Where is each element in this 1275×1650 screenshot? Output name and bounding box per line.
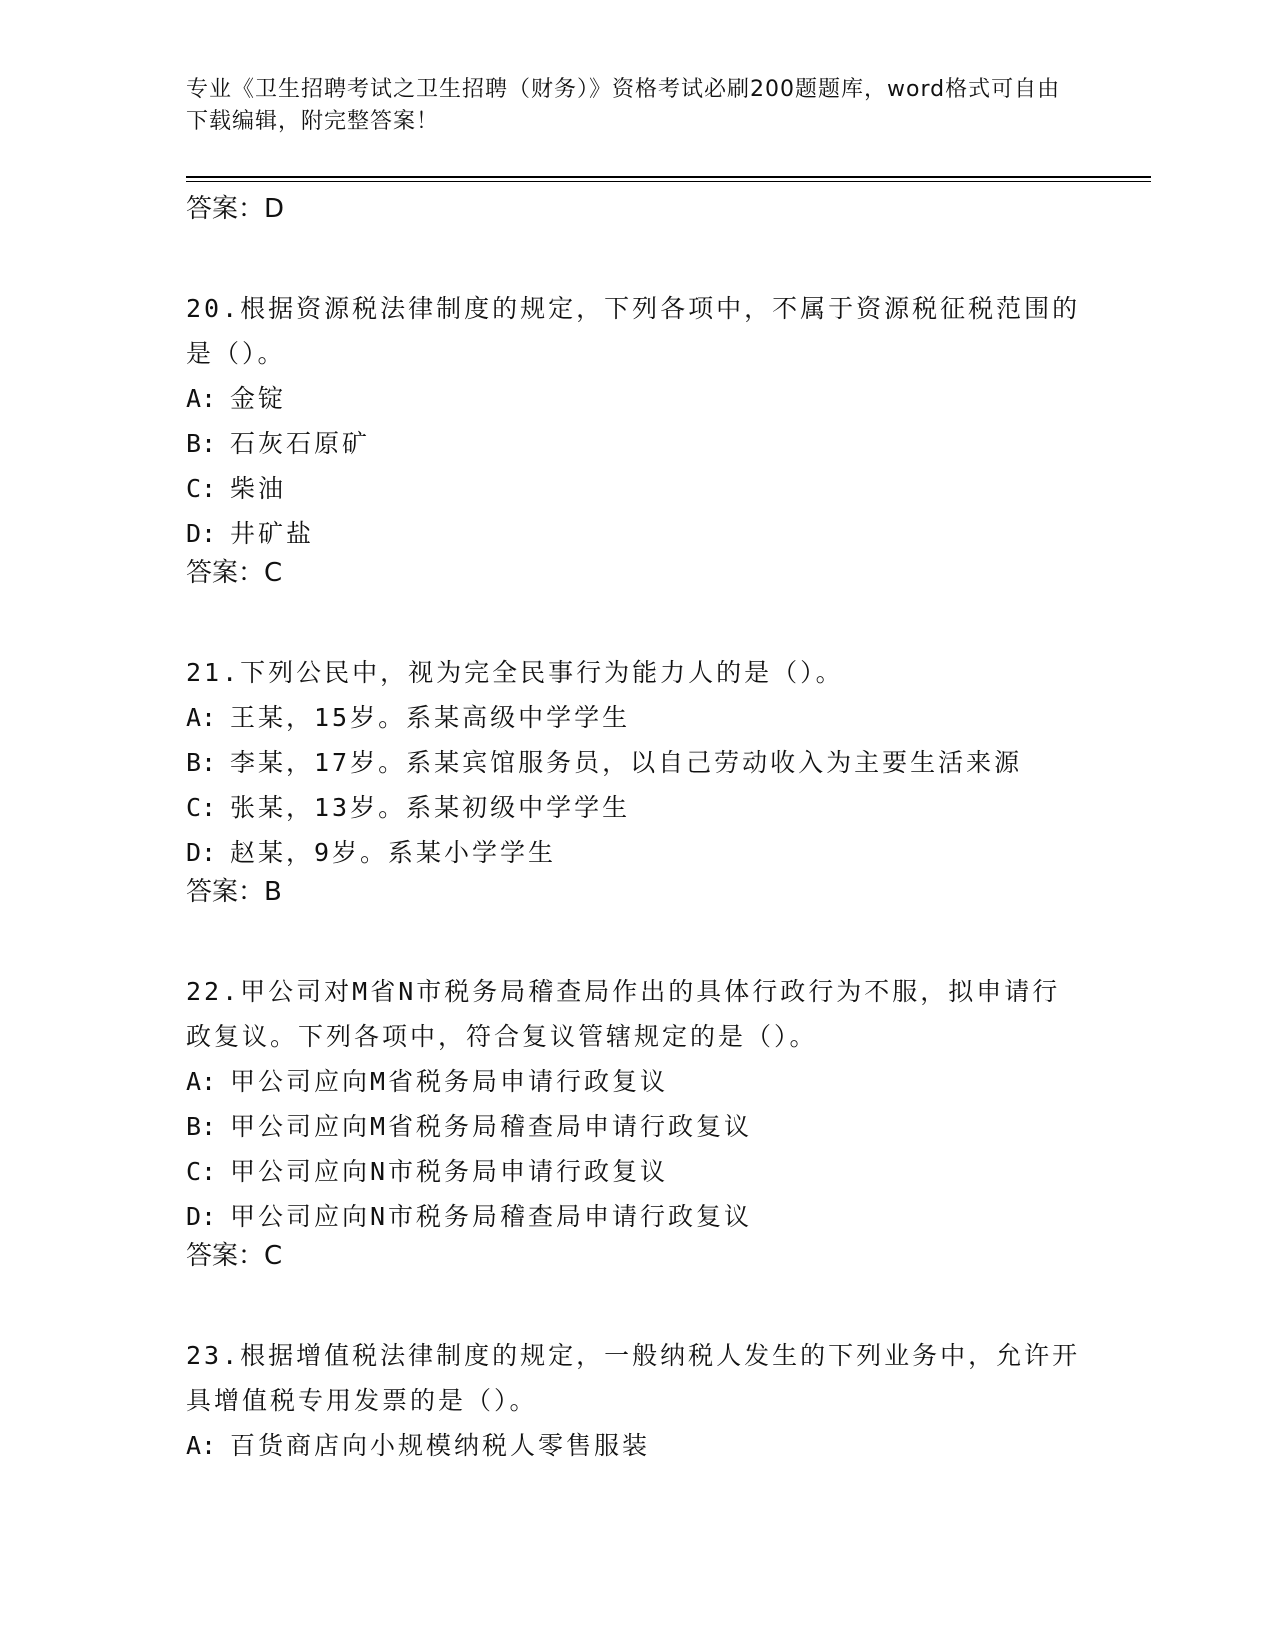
header-rule-thin [186,181,1151,182]
option-text: 甲公司应向M省税务局申请行政复议 [230,1067,669,1096]
option-key: D: [186,838,217,867]
question-text: 20.根据资源税法律制度的规定，下列各项中，不属于资源税征税范围的是（）。 [186,294,1081,368]
question-block [186,1333,1086,1468]
option-key: C: [186,793,217,822]
option-key: B: [186,748,217,777]
option-text: 甲公司应向N市税务局稽查局申请行政复议 [230,1202,753,1231]
option-c [186,785,1086,830]
option-a [186,1423,1086,1468]
question-block [186,969,1086,1273]
option-text: 王某，15岁。系某高级中学学生 [230,703,631,732]
option-key: B: [186,429,217,458]
question-block [186,286,1086,590]
option-text: 甲公司应向M省税务局稽查局申请行政复议 [230,1112,753,1141]
option-d [186,830,1086,875]
option-key: D: [186,1202,217,1231]
option-text: 井矿盐 [230,519,315,548]
answer-line: 答案：B [186,877,282,907]
option-key: C: [186,1157,217,1186]
answer-line: 答案：C [186,1241,283,1271]
option-b [186,740,1086,785]
option-key: A: [186,1067,217,1096]
option-key: D: [186,519,217,548]
option-c [186,466,1086,511]
question-text: 21.下列公民中，视为完全民事行为能力人的是（）。 [186,658,844,687]
option-text: 张某，13岁。系某初级中学学生 [230,793,631,822]
option-a [186,1059,1086,1104]
option-d [186,1194,1086,1239]
document-header: 专业《卫生招聘考试之卫生招聘（财务）》资格考试必刷200题题库，word格式可自由下载编辑，附完整答案！ [186,77,1061,134]
answer-line: 答案：D [186,194,285,224]
question-text: 22.甲公司对M省N市税务局稽查局作出的具体行政行为不服，拟申请行政复议。下列各项中，符合复议管辖规定的是（）。 [186,977,1061,1051]
option-a [186,376,1086,421]
option-b [186,421,1086,466]
option-key: A: [186,384,217,413]
option-a [186,695,1086,740]
option-key: A: [186,703,217,732]
option-text: 柴油 [230,474,287,503]
header-rule-thick [186,176,1151,178]
option-text: 李某，17岁。系某宾馆服务员，以自己劳动收入为主要生活来源 [230,748,1023,777]
question-block [186,650,1086,909]
question-text: 23.根据增值税法律制度的规定，一般纳税人发生的下列业务中，允许开具增值税专用发票的是（）。 [186,1341,1081,1415]
question-list [186,186,1086,1468]
option-key: B: [186,1112,217,1141]
option-text: 赵某，9岁。系某小学学生 [230,838,557,867]
option-text: 百货商店向小规模纳税人零售服装 [230,1431,651,1460]
option-text: 甲公司应向N市税务局申请行政复议 [230,1157,669,1186]
option-text: 金锭 [230,384,287,413]
option-b [186,1104,1086,1149]
option-c [186,1149,1086,1194]
option-key: A: [186,1431,217,1460]
option-d [186,511,1086,556]
option-key: C: [186,474,217,503]
answer-line: 答案：C [186,558,283,588]
option-text: 石灰石原矿 [230,429,371,458]
